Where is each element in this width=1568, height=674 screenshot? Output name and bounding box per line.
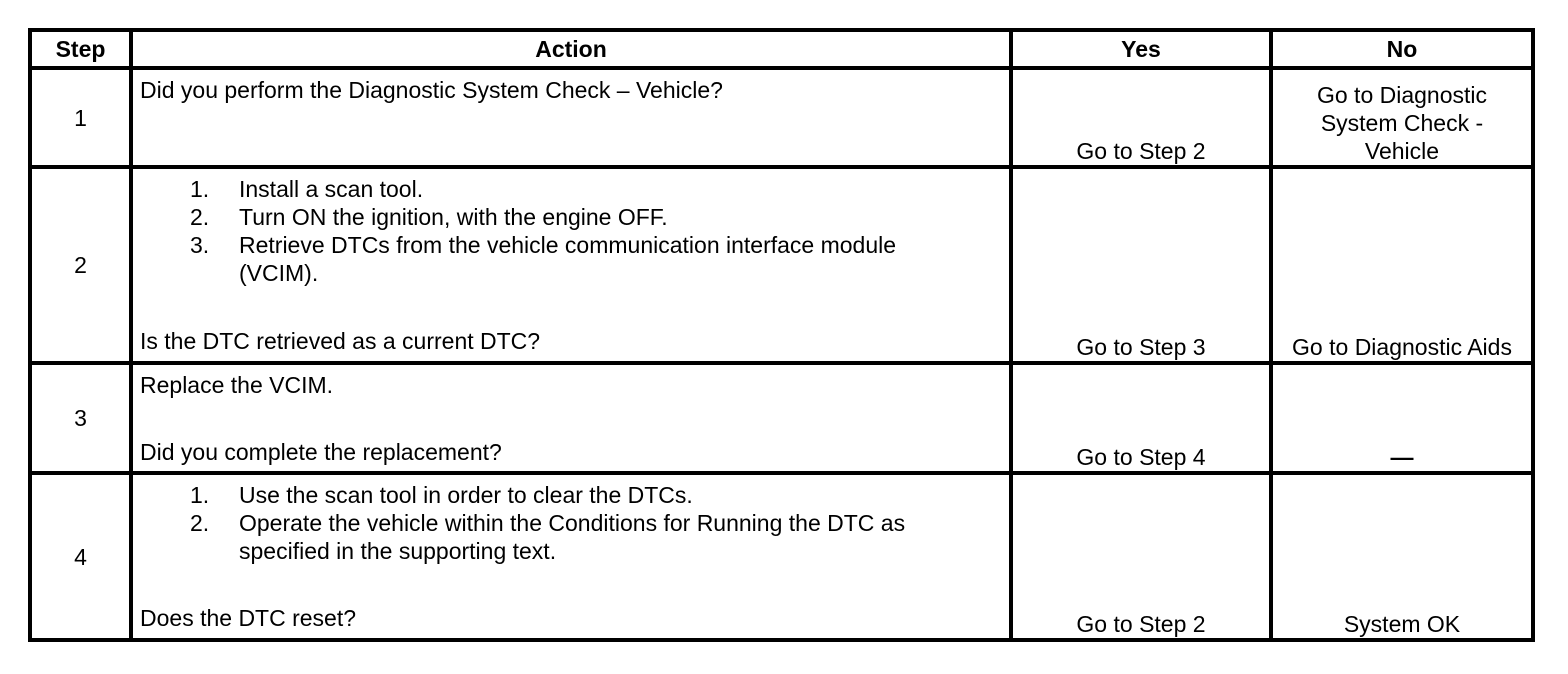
action-steps-list — [133, 475, 1009, 565]
no-cell: Go to Diagnostic Aids — [1271, 167, 1533, 363]
header-action: Action — [131, 30, 1011, 68]
diagnostic-table — [28, 28, 1535, 642]
action-text: Replace the VCIM. — [140, 372, 334, 399]
no-line: Go to Diagnostic — [1316, 82, 1488, 109]
action-question: Is the DTC retrieved as a current DTC? — [140, 328, 541, 355]
list-item: 1. Install a scan tool. — [190, 176, 424, 203]
action-cell — [131, 68, 1011, 167]
no-cell: System OK — [1271, 473, 1533, 640]
yes-cell: Go to Step 2 — [1011, 68, 1271, 167]
yes-cell: Go to Step 2 — [1011, 473, 1271, 640]
header-step: Step — [30, 30, 131, 68]
step-number: 2 — [30, 167, 131, 363]
header-yes: Yes — [1011, 30, 1271, 68]
action-steps-list — [133, 169, 1009, 287]
no-cell: — — [1271, 363, 1533, 473]
list-item: 2. Operate the vehicle within the Conditions for Running the DTC as specified in the supporting text. — [190, 510, 906, 565]
action-question: Does the DTC reset? — [140, 605, 357, 632]
header-no: No — [1271, 30, 1533, 68]
action-text: Did you perform the Diagnostic System Check – Vehicle? — [140, 77, 723, 104]
action-cell — [131, 473, 1011, 640]
list-item: 3. Retrieve DTCs from the vehicle communication interface module (VCIM). — [190, 232, 897, 287]
no-cell — [1271, 68, 1533, 167]
list-item: 1. Use the scan tool in order to clear the DTCs. — [190, 482, 693, 509]
action-question: Did you complete the replacement? — [140, 439, 502, 466]
step-number: 3 — [30, 363, 131, 473]
yes-cell: Go to Step 4 — [1011, 363, 1271, 473]
table-row — [30, 68, 1533, 167]
list-item: 2. Turn ON the ignition, with the engine OFF. — [190, 204, 668, 231]
table-row — [30, 363, 1533, 473]
table-row — [30, 167, 1533, 363]
table-row — [30, 473, 1533, 640]
header-row — [30, 30, 1533, 68]
yes-cell: Go to Step 3 — [1011, 167, 1271, 363]
step-number: 4 — [30, 473, 131, 640]
step-number: 1 — [30, 68, 131, 167]
action-cell — [131, 363, 1011, 473]
no-line: System Check - — [1320, 110, 1484, 137]
no-line: Vehicle — [1364, 138, 1440, 165]
action-cell — [131, 167, 1011, 363]
